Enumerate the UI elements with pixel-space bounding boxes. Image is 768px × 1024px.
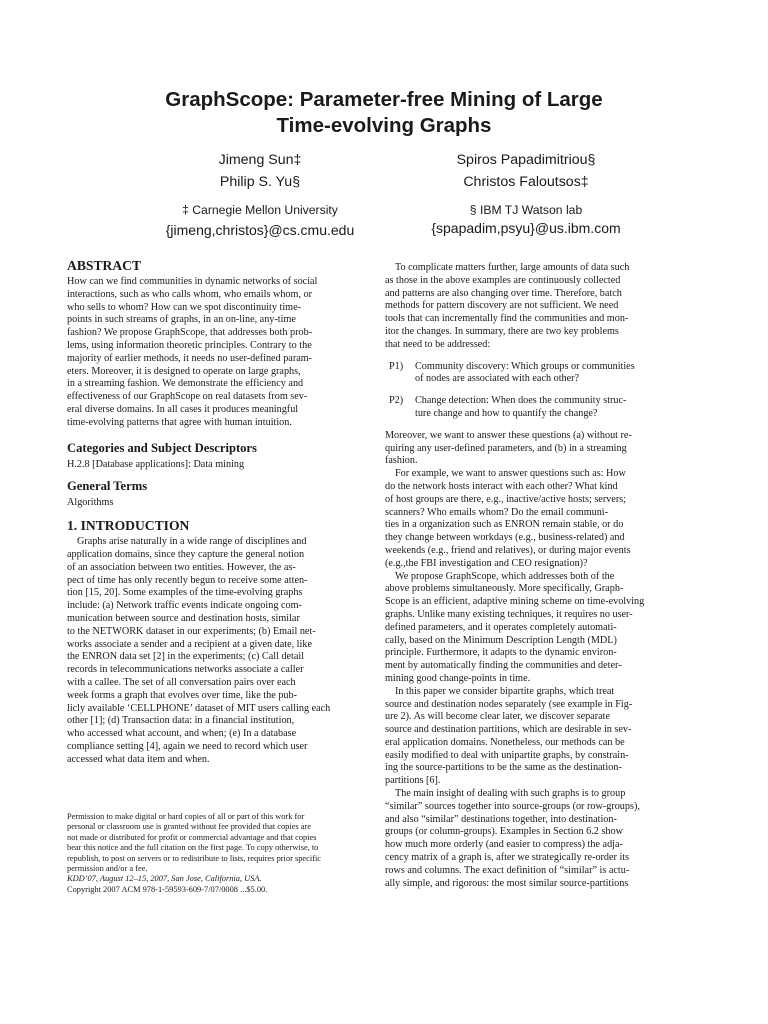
affiliation-left: ‡ Carnegie Mellon University: [182, 203, 338, 217]
text-line: of host groups are there, e.g., inactive/active hosts; servers;: [385, 493, 627, 505]
author-name: Christos Faloutsos‡: [463, 174, 589, 190]
general-terms-line: Algorithms: [67, 497, 114, 509]
conference-line: KDD’07, August 12–15, 2007, San Jose, California, USA.: [67, 874, 262, 884]
permission-notice: [67, 812, 381, 895]
categories-text: [67, 459, 381, 472]
text-line: source and destination partitions, which are desirable in sev-: [385, 724, 632, 736]
intro-line: with a callee. The set of all conversation pairs over each: [67, 676, 296, 688]
text-line: We propose GraphScope, which addresses both of the: [395, 570, 615, 582]
text-line: Community discovery: Which groups or communities: [415, 360, 635, 372]
text-line: itor the changes. In summary, there are two key problems: [385, 325, 619, 337]
text-line: ties in a organization such as ENRON remain stable, or do: [385, 519, 624, 531]
permission-line: republish, to post on servers or to redistribute to lists, requires prior specific: [67, 853, 321, 863]
text-line: how much more orderly (and easier to compress) the adja-: [385, 839, 623, 851]
text-line: and also “similar” destinations together, into destination-: [385, 813, 617, 825]
text-line: rows and columns. The exact definition of “similar” is actu-: [385, 864, 630, 876]
text-line: “similar” sources together into source-groups (or row-groups),: [385, 800, 640, 812]
paragraph-insight: [385, 788, 699, 890]
text-line: do the network hosts interact with each other? What kind: [385, 480, 618, 492]
text-line: easily modified to deal with unipartite graphs, by constrain-: [385, 749, 629, 761]
abstract-heading: ABSTRACT: [67, 258, 142, 273]
abstract-line: time-evolving patterns that agree with human intuition.: [67, 416, 292, 428]
text-line: they change between workdays (e.g., business-related) and: [385, 532, 625, 544]
affiliation-right: § IBM TJ Watson lab: [469, 203, 583, 217]
problem-item-p1: [385, 361, 699, 387]
problem-label: P2): [389, 395, 404, 407]
general-terms-heading: General Terms: [67, 479, 148, 494]
text-line: methods for pattern discovery are not sufficient. We need: [385, 300, 619, 312]
categories-heading: Categories and Subject Descriptors: [67, 440, 257, 455]
text-line: principle. Furthermore, it adapts to the dynamic environ-: [385, 647, 617, 659]
abstract-line: majority of earlier methods, it needs no user-defined param-: [67, 352, 313, 364]
right-column: [385, 262, 699, 890]
abstract-line: How can we find communities in dynamic networks of social: [67, 276, 318, 287]
abstract-line: lems, using information theoretic principles. Contrary to the: [67, 339, 312, 351]
abstract-line: effectiveness of our GraphScope on real datasets from sev-: [67, 391, 308, 403]
text-line: ally simple, and rigorous: the most similar source-partitions: [385, 877, 629, 889]
permission-line: personal or classroom use is granted without fee provided that copies are: [67, 822, 311, 832]
text-line: cally, based on the Minimum Description Length (MDL): [385, 634, 617, 646]
left-column: [67, 256, 381, 767]
intro-line: to the NETWORK dataset in our experiments; (b) Email net-: [67, 625, 316, 637]
intro-line: the ENRON data set [2] in the experiments; (c) Call detail: [67, 651, 305, 663]
intro-line: records in telecommunications networks associate a caller: [67, 664, 304, 676]
abstract-line: who sells to whom? How can we spot discontinuity time-: [67, 301, 301, 313]
permission-line: Permission to make digital or hard copies of all or part of this work for: [67, 812, 305, 821]
author-name: Philip S. Yu§: [219, 174, 301, 190]
paragraph-examples: [385, 468, 699, 570]
abstract-line: eral diverse domains. In all cases it produces meaningful: [67, 403, 299, 415]
abstract-line: interactions, such as who calls whom, who emails whom, or: [67, 288, 313, 300]
intro-line: who accessed what account, and when; (e) In a database: [67, 728, 297, 740]
text-line: groups (or column-groups). Examples in Section 6.2 show: [385, 826, 623, 838]
intro-line: pect of time has only recently begun to receive some atten-: [67, 574, 308, 586]
problem-label: P1): [389, 360, 404, 372]
authors-left: [150, 149, 370, 193]
text-line: tools that can incrementally find the communities and mon-: [385, 313, 629, 325]
intro-line: tion [15, 20]. Some examples of the time-evolving graphs: [67, 587, 303, 599]
permission-line: not made or distributed for profit or commercial advantage and that copies: [67, 832, 317, 842]
text-line: ure 2). As will become clear later, we discover separate: [385, 711, 611, 723]
text-line: eral application domains. Nonetheless, our methods can be: [385, 736, 625, 748]
text-line: of nodes are associated with each other?: [415, 373, 580, 385]
intro-line: compliance setting [4], again we need to record which user: [67, 740, 308, 752]
categories-line: H.2.8 [Database applications]: Data mining: [67, 458, 245, 470]
intro-line: include: (a) Network traffic events indicate ongoing com-: [67, 600, 302, 612]
abstract-line: in a streaming fashion. We demonstrate the efficiency and: [67, 378, 304, 390]
intro-line: of an association between two entities. However, the as-: [67, 561, 296, 573]
copyright-line: Copyright 2007 ACM 978-1-59593-609-7/07/0008 ...$5.00.: [67, 884, 268, 894]
text-line: and patterns are also changing over time. Therefore, batch: [385, 287, 622, 299]
text-line: ment by automatically finding the communities and deter-: [385, 660, 622, 672]
text-line: defined parameters, and it operates completely automati-: [385, 621, 617, 633]
text-line: fashion.: [385, 455, 418, 467]
paragraph-proposal: [385, 571, 699, 686]
text-line: above problems simultaneously. More specifically, Graph-: [385, 583, 624, 595]
text-line: (e.g.,the FBI investigation and CEO resignation)?: [385, 557, 588, 569]
text-line: that need to be addressed:: [385, 338, 491, 350]
paragraph-bipartite: [385, 686, 699, 788]
text-line: Scope is an efficient, adaptive mining scheme on time-evolving: [385, 596, 645, 608]
paper-title: [0, 87, 768, 139]
text-line: scanners? Who emails whom? Do the email communi-: [385, 506, 609, 518]
authors-right: [416, 149, 636, 193]
text-line: cency matrix of a graph is, after we strategically re-order its: [385, 852, 630, 864]
problem-item-p2: [385, 395, 699, 421]
abstract-text: [67, 276, 381, 430]
text-line: ture change and how to quantify the change?: [415, 407, 598, 419]
text-line: For example, we want to answer questions such as: How: [395, 468, 626, 480]
paragraph-motivation: [385, 262, 699, 352]
email-left: {jimeng,christos}@cs.cmu.edu: [165, 222, 355, 238]
intro-line: munication between source and destination hosts, similar: [67, 612, 300, 624]
text-line: mining good change-points in time.: [385, 672, 531, 684]
abstract-line: eters. Moreover, it is designed to operate on large graphs,: [67, 365, 301, 377]
text-line: graphs. Unlike many existing techniques, it requires no user-: [385, 608, 633, 620]
abstract-line: points in such streams of graphs, in an on-line, any-time: [67, 314, 296, 326]
intro-heading: 1. INTRODUCTION: [67, 518, 190, 534]
author-name: Jimeng Sun‡: [218, 152, 302, 168]
text-line: partitions [6].: [385, 775, 441, 787]
text-line: Moreover, we want to answer these questions (a) without re-: [385, 429, 632, 441]
abstract-line: fashion? We propose GraphScope, that addresses both prob-: [67, 327, 313, 339]
author-name: Spiros Papadimitriou§: [456, 152, 596, 168]
paragraph-requirements: [385, 430, 699, 468]
text-line: The main insight of dealing with such graphs is to group: [395, 788, 626, 800]
text-line: In this paper we consider bipartite graphs, which treat: [395, 685, 615, 697]
title-line-2: Time-evolving Graphs: [276, 114, 492, 137]
text-line: To complicate matters further, large amounts of data such: [395, 262, 630, 273]
intro-line: other [1]; (d) Transaction data: in a financial institution,: [67, 715, 295, 727]
intro-line: works associate a sender and a recipient at a given date, like: [67, 638, 312, 650]
intro-line: accessed what data item and when.: [67, 753, 210, 765]
text-line: Change detection: When does the community struc-: [415, 395, 627, 407]
text-line: weekends (e.g., friend and relatives), or during major events: [385, 544, 631, 556]
intro-line: application domains, since they capture the general notion: [67, 548, 305, 560]
intro-text: [67, 536, 381, 766]
intro-line: week forms a graph that evolves over time, like the pub-: [67, 689, 297, 701]
title-line-1: GraphScope: Parameter-free Mining of Large: [165, 88, 603, 111]
general-terms-text: [67, 497, 381, 510]
text-line: source and destination nodes separately (see example in Fig-: [385, 698, 633, 710]
intro-line: Graphs arise naturally in a wide range of disciplines and: [77, 536, 307, 548]
text-line: as those in the above examples are continuously collected: [385, 274, 621, 286]
permission-line: bear this notice and the full citation on the first page. To copy otherwise, to: [67, 843, 319, 853]
permission-line: permission and/or a fee.: [67, 864, 148, 874]
intro-line: licly available ‘CELLPHONE’ dataset of MIT users calling each: [67, 702, 331, 714]
email-right: {spapadim,psyu}@us.ibm.com: [431, 220, 621, 236]
text-line: quiring any user-defined parameters, and (b) in a streaming: [385, 442, 627, 454]
text-line: ing the source-partitions to be the same as the destination-: [385, 762, 622, 774]
